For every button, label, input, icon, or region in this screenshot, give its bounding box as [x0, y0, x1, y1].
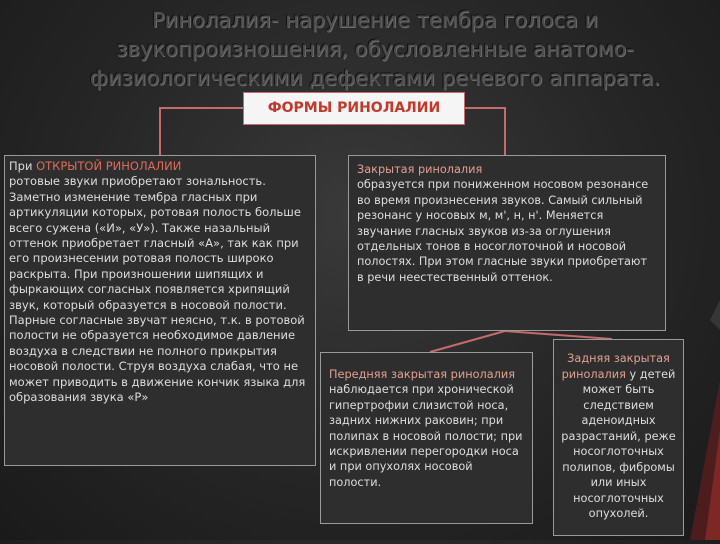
back-term: Задняя закрытая ринолалия: [561, 352, 670, 381]
front-term: Передняя закрытая ринолалия: [329, 368, 515, 381]
front-body: наблюдается при хронической гипертрофии слизистой носа, задних нижних раковин; при полипах в носовой полости; при искривлении перегородки носа и при опухолях носовой полости.: [329, 383, 523, 489]
forms-heading: ФОРМЫ РИНОЛАЛИИ: [243, 92, 465, 125]
open-body: ротовые звуки приобретают зональность. Заметно изменение тембра гласных при артикуляции которых, ротовая полость больше всего сужена («И», «У»). Также назальный оттенок приобретает гласный «А», так как при его произнесении ротовая полость широко раскрыта. При произношении шипящих и фыркающих согласных появляется хрипящий звук, который образуется в носовой полости. Парные согласные звучат неясно, т.к. в ротовой полости не образуется необходимое давление воздуха в следствии не полного прикрытия носовой полости. Струя воздуха слабая, что не может приводить в движение кончик языка для образования звука «Р»: [9, 174, 306, 405]
open-prefix: При: [9, 159, 37, 173]
closed-body: образуется при пониженном носовом резонансе во время произнесения звуков. Самый сильный резонанс у носовых м, м', н, н'. Меняется звучание гласных звуков из-за оглушения отдельных тонов в носоглоточной и носовой полостях. При этом гласные звуки приобретают в речи неестественный оттенок.: [357, 178, 649, 284]
closed-rhinolalia-box: [348, 155, 666, 331]
back-closed-rhinolalia-box: [553, 339, 684, 536]
closed-term: Закрытая ринолалия: [357, 163, 483, 176]
open-rhinolalia-box: [4, 155, 316, 466]
front-closed-rhinolalia-box: [320, 352, 533, 524]
slide-title: Ринолалия- нарушение тембра голоса и звукопроизношения, обусловленные анатомо-физиологическими дефектами речевого аппарата.: [89, 8, 661, 90]
open-term: ОТКРЫТОЙ РИНОЛАЛИИ: [36, 159, 182, 173]
back-body: у детей может быть следствием аденоидных разрастаний, реже носоглоточных полипов, фибромы или иных носоглоточных опухолей.: [561, 367, 676, 520]
